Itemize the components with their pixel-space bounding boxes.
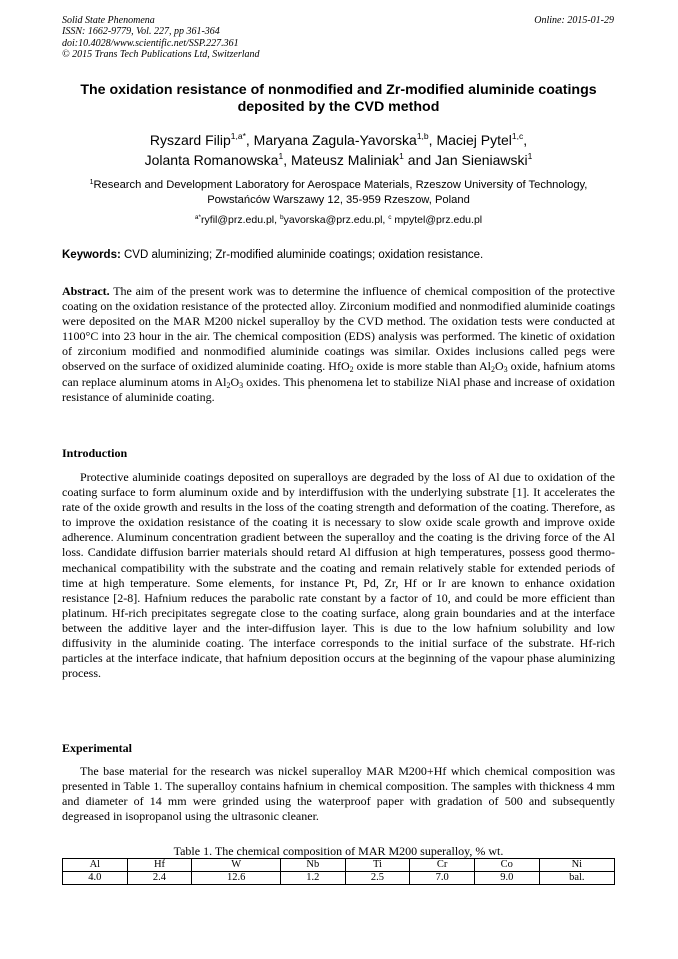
- author-list: [62, 130, 615, 170]
- table-header-cell: Hf: [127, 859, 192, 872]
- table-cell: 1.2: [281, 872, 346, 885]
- author-separator: ,: [428, 132, 437, 148]
- online-date: Online: 2015-01-29: [534, 15, 614, 26]
- author-affiliation-mark: 1: [278, 151, 284, 161]
- abstract-text: O: [230, 374, 240, 389]
- email-mark: c: [388, 214, 392, 221]
- table-caption: Table 1. The chemical composition of MAR M200 superalloy, % wt.: [173, 844, 504, 858]
- author-affiliation-mark: 1,a*: [230, 131, 246, 141]
- subscript: 3: [503, 365, 508, 375]
- introduction-paragraph: Protective aluminide coatings deposited on superalloys are degraded by the loss of Al due to oxidation of the coating surface to form aluminum oxide and by interdiffusion with the underlying substrate [1]. It accelerates the rate of the oxide growth and results in the loss of the coating strength and deformation of the coating. Therefore, as to improve the oxidation resistance of the coating it is necessary to slow oxide scale growth and improve oxide adherence. Aluminum concentration gradient between the superalloy and the coating is the driving force of the Al loss. Candidate diffusion barrier materials should retard Al diffusion at high temperatures, possess good thermo-mechanical compatibility with the substrate and the coating and remain relatively stable for extended periods of time at high temperature. Some elements, for instance Pt, Pd, Zr, Hf or Ir are known to enhance oxidation resistance [2-8]. Hafnium reduces the parabolic rate constant by a factor of 10, and could be more efficient than platinum. Hf-rich precipitates segregate close to the coating surface, along grain boundaries and at the interface between the additive layer and the inter-diffusion layer. This is due to the low hafnium solubility and low diffusivity in the aluminide coating. The interface corresponds to the initial surface of the substrate. Hf-rich particles at the interface indicate, that hafnium deposition occurs at the beginning of the vapour phase aluminizing process.: [62, 470, 615, 681]
- email-address[interactable]: ryfil@prz.edu.pl: [201, 214, 275, 226]
- author-name: Jan Sieniawski: [435, 152, 528, 168]
- abstract-text: oxide, hafnium atoms can replace aluminum atoms in Al: [62, 359, 615, 389]
- table-header-row: [63, 859, 615, 872]
- author-name: Jolanta Romanowska: [144, 152, 279, 168]
- journal-info: [62, 15, 362, 61]
- abstract-text: O: [494, 359, 504, 374]
- subscript: 3: [239, 380, 244, 390]
- author-name: Maryana Zagula-Yavorska: [253, 132, 417, 148]
- experimental-heading: Experimental: [62, 741, 132, 755]
- keywords-label: Keywords:: [62, 249, 121, 261]
- author-affiliation-mark: 1: [527, 151, 533, 161]
- table-cell: 2.4: [127, 872, 192, 885]
- abstract-label: Abstract.: [62, 284, 110, 298]
- table-header-cell: Nb: [281, 859, 346, 872]
- abstract-text: oxides. This phenomena let to stabilize NiAl phase and increase of oxidation resistance of aluminide coating.: [62, 374, 615, 404]
- email-separator: ,: [274, 214, 280, 226]
- email-separator: ,: [382, 214, 389, 226]
- introduction-body: [62, 470, 615, 681]
- email-mark: a*: [194, 214, 202, 221]
- introduction-heading: Introduction: [62, 446, 128, 460]
- table-row: [63, 872, 615, 885]
- email-mark: b: [279, 214, 284, 221]
- subscript: 2: [490, 365, 495, 375]
- author-name: Maciej Pytel: [436, 132, 512, 148]
- author-affiliation-mark: 1: [399, 151, 404, 161]
- experimental-body: [62, 764, 615, 824]
- affiliation: [62, 178, 615, 208]
- table-cell: 4.0: [63, 872, 128, 885]
- author-separator: ,: [245, 132, 254, 148]
- journal-copyright: © 2015 Trans Tech Publications Ltd, Switzerland: [62, 49, 260, 61]
- keywords-text: CVD aluminizing; Zr-modified aluminide coatings; oxidation resistance.: [120, 249, 484, 261]
- affiliation-text: Research and Development Laboratory for Aerospace Materials, Rzeszow University of Technology, Powstańców Warszawy 12, 35-959 Rzeszow, Poland: [93, 179, 588, 206]
- keywords: [62, 248, 615, 262]
- abstract-text: oxide is more stable than Al: [353, 359, 491, 374]
- abstract: [62, 284, 615, 405]
- table-header-cell: W: [192, 859, 281, 872]
- author-separator: ,: [523, 132, 528, 148]
- email-address[interactable]: yavorska@prz.edu.pl: [283, 214, 383, 226]
- experimental-paragraph: The base material for the research was nickel superalloy MAR M200+Hf which chemical composition was presented in Table 1. The superalloy contains hafnium in chemical composition. The samples with thickness 4 mm and diameter of 14 mm were grinded using the waterproof paper with gradation of 500 and subsequently degreased in isopropanol using the ultrasonic cleaner.: [62, 764, 615, 824]
- table-header-cell: Al: [63, 859, 128, 872]
- subscript: 2: [349, 365, 354, 375]
- table-header-cell: Ni: [539, 859, 614, 872]
- table-cell: 9.0: [474, 872, 539, 885]
- email-address[interactable]: mpytel@prz.edu.pl: [391, 214, 483, 226]
- table-cell: bal.: [539, 872, 614, 885]
- email-list: [62, 214, 615, 227]
- affiliation-mark: 1: [89, 179, 94, 186]
- subscript: 2: [226, 380, 231, 390]
- table-cell: 7.0: [410, 872, 475, 885]
- author-affiliation-mark: 1,c: [511, 131, 524, 141]
- journal-issn: ISSN: 1662-9779, Vol. 227, pp 361-364: [62, 26, 220, 38]
- table-cell: 2.5: [345, 872, 410, 885]
- author-name: Ryszard Filip: [149, 132, 231, 148]
- composition-table: [62, 858, 615, 885]
- table-header-cell: Cr: [410, 859, 475, 872]
- journal-doi: doi:10.4028/www.scientific.net/SSP.227.361: [62, 37, 239, 49]
- paper-title: The oxidation resistance of nonmodified and Zr-modified aluminide coatings deposited by the CVD method: [80, 82, 597, 115]
- table-header-cell: Ti: [345, 859, 410, 872]
- table-cell: 12.6: [192, 872, 281, 885]
- author-separator: and: [403, 152, 436, 168]
- author-separator: ,: [283, 152, 291, 168]
- author-affiliation-mark: 1,b: [416, 131, 429, 141]
- journal-name: Solid State Phenomena: [62, 15, 155, 26]
- abstract-text: The aim of the present work was to determine the influence of chemical composition of the protective coating on the oxidation resistance of the protected alloy. Zirconium modified and nonmodified aluminide coatings were deposited on the MAR M200 nickel superalloy by the CVD method. The oxidation tests were conducted at 1100°C into 23 hour in the air. The chemical composition (EDS) analysis was performed. The kinetic of oxidation of zirconium modified and nonmodified aluminide coatings was similar. Oxides inclusions called pegs were observed on the surface of oxidized aluminide coating. HfO: [62, 284, 615, 374]
- table-header-cell: Co: [474, 859, 539, 872]
- author-name: Mateusz Maliniak: [291, 152, 400, 168]
